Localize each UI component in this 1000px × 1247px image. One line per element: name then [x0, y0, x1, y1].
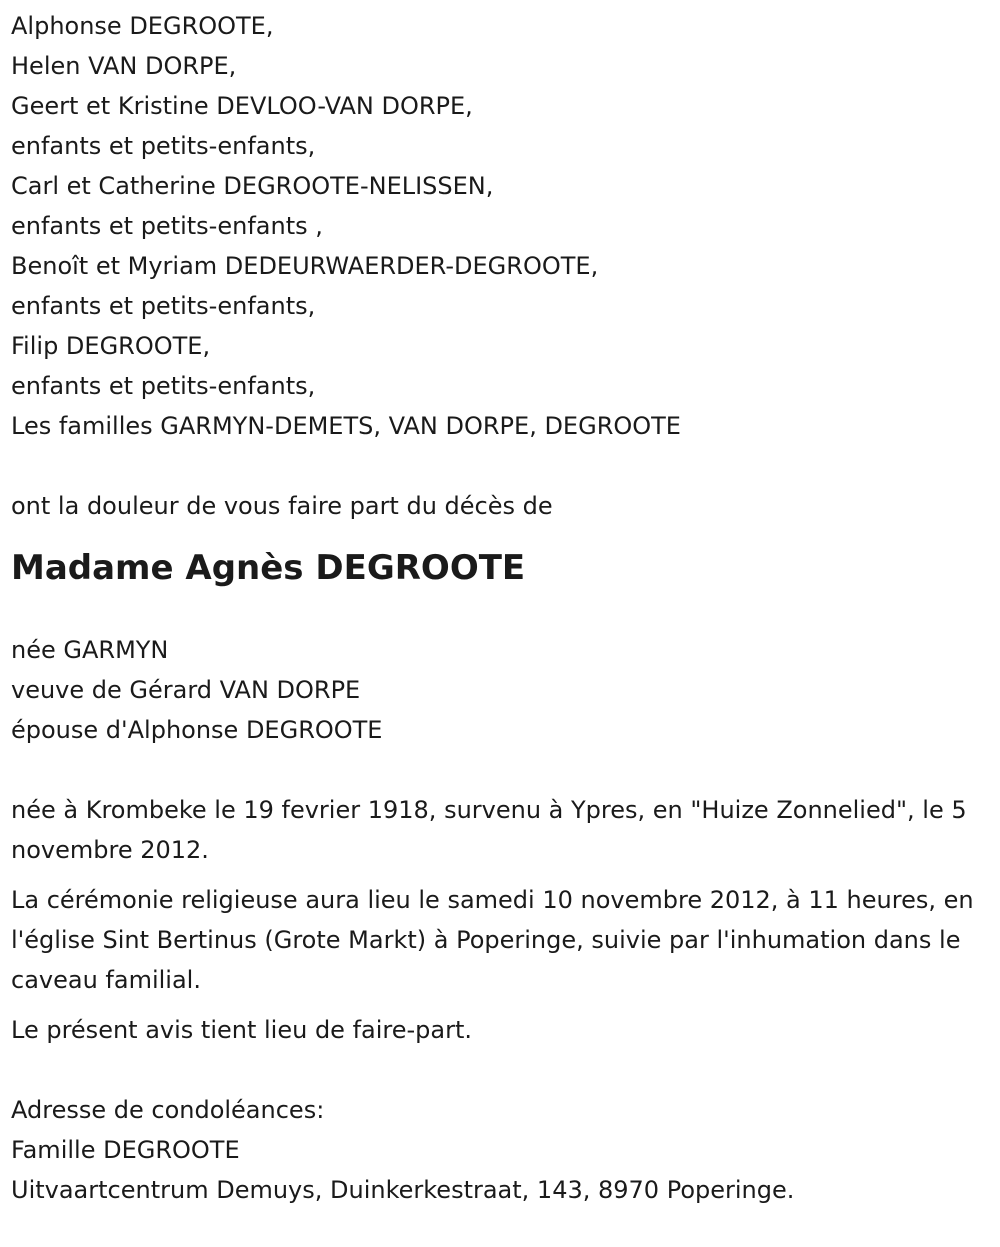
spacer [11, 1060, 986, 1090]
birth-death-paragraph: née à Krombeke le 19 fevrier 1918, survenu à Ypres, en "Huize Zonnelied", le 5 novembre 2012. [11, 796, 967, 864]
announcement-text: ont la douleur de vous faire part du décès de [11, 492, 553, 520]
family-line: enfants et petits-enfants, [11, 372, 316, 400]
family-line: enfants et petits-enfants , [11, 212, 323, 240]
spacer [11, 750, 986, 790]
condolences-address: Uitvaartcentrum Demuys, Duinkerkestraat, 143, 8970 Poperinge. [11, 1176, 795, 1204]
family-line: enfants et petits-enfants, [11, 132, 316, 160]
spacer [11, 446, 986, 486]
family-line: Les familles GARMYN-DEMETS, VAN DORPE, DEGROOTE [11, 412, 681, 440]
family-line: Carl et Catherine DEGROOTE-NELISSEN, [11, 172, 494, 200]
detail-line: veuve de Gérard VAN DORPE [11, 676, 361, 704]
family-line: Filip DEGROOTE, [11, 332, 211, 360]
deceased-name: Madame Agnès DEGROOTE [11, 548, 526, 588]
condolences-heading: Adresse de condoléances: [11, 1096, 325, 1124]
deceased-details [11, 630, 986, 750]
detail-line: née GARMYN [11, 636, 169, 664]
notice-paragraph: Le présent avis tient lieu de faire-part. [11, 1016, 473, 1044]
family-line: Helen VAN DORPE, [11, 52, 237, 80]
deceased-name-block [11, 542, 986, 630]
ceremony-paragraph: La cérémonie religieuse aura lieu le samedi 10 novembre 2012, à 11 heures, en l'église Sint Bertinus (Grote Markt) à Poperinge, suivie par l'inhumation dans le caveau familial. [11, 886, 974, 994]
condolences-family: Famille DEGROOTE [11, 1136, 240, 1164]
family-line: enfants et petits-enfants, [11, 292, 316, 320]
detail-line: épouse d'Alphonse DEGROOTE [11, 716, 383, 744]
family-line: Geert et Kristine DEVLOO-VAN DORPE, [11, 92, 473, 120]
obituary-document [11, 6, 986, 1210]
family-line: Alphonse DEGROOTE, [11, 12, 274, 40]
family-line: Benoît et Myriam DEDEURWAERDER-DEGROOTE, [11, 252, 599, 280]
family-list [11, 6, 986, 446]
condolences-block [11, 1090, 986, 1210]
